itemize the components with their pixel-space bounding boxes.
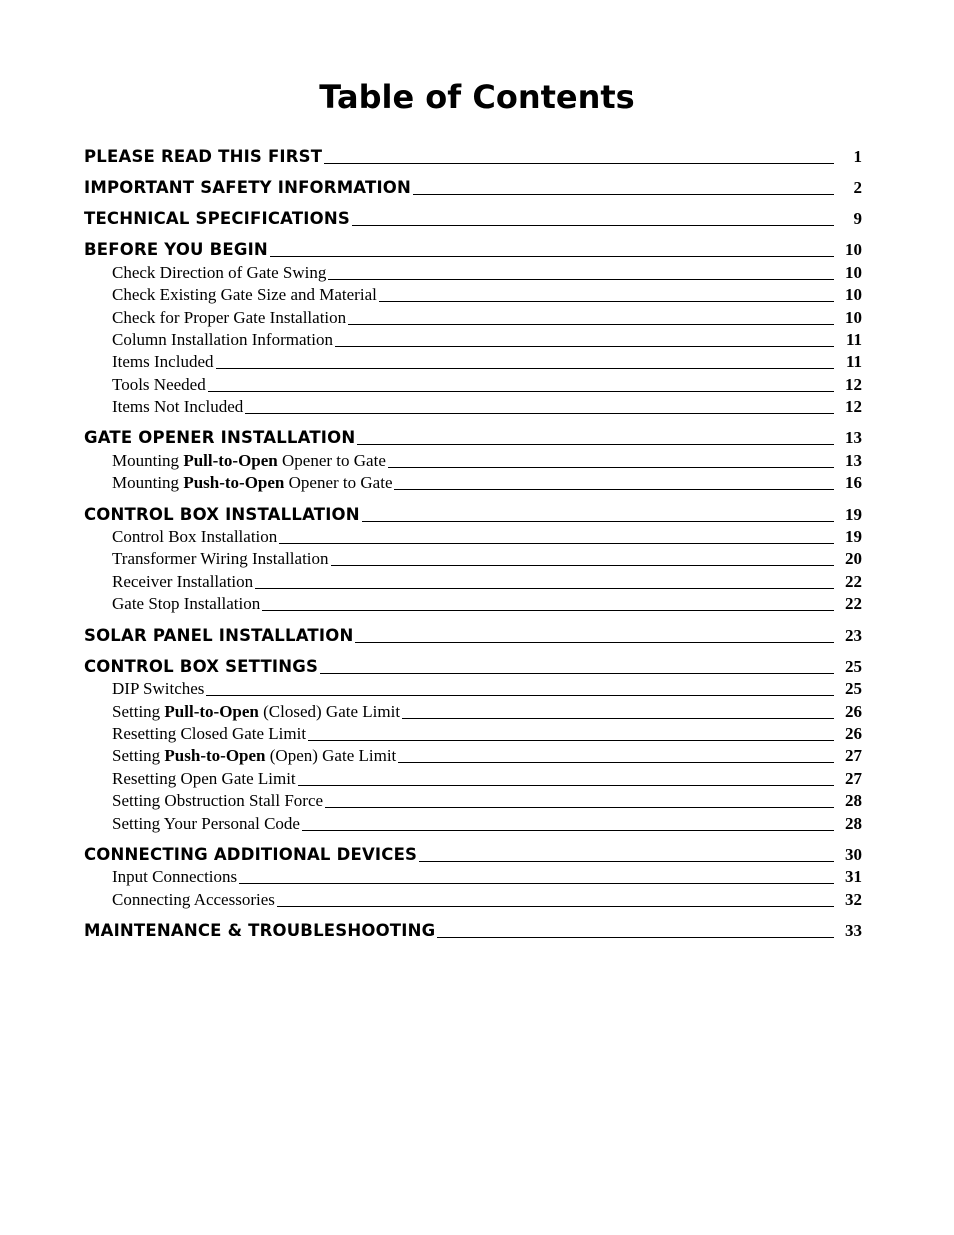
toc-subentry[interactable] [84, 330, 862, 350]
toc-page-number: 32 [845, 890, 862, 909]
toc-page-number: 10 [845, 285, 862, 304]
toc-subentry[interactable] [84, 814, 862, 834]
toc-page-number: 22 [845, 572, 862, 591]
toc-section-entry[interactable] [84, 845, 862, 865]
toc-page-number: 22 [845, 594, 862, 613]
toc-entry-label: CONTROL BOX INSTALLATION [84, 505, 360, 524]
toc-page-number: 20 [845, 549, 862, 568]
toc-page-number: 1 [853, 147, 862, 166]
toc-subentry[interactable] [84, 285, 862, 305]
toc-page-number: 28 [845, 791, 862, 810]
toc-page-number: 27 [845, 769, 862, 788]
toc-page-number: 10 [845, 240, 862, 259]
toc-subentry[interactable] [84, 572, 862, 592]
toc-entry-label: Control Box Installation [112, 527, 278, 546]
toc-entry-label: TECHNICAL SPECIFICATIONS [84, 209, 350, 228]
toc-section-entry[interactable] [84, 626, 862, 646]
toc-leader-line [270, 256, 834, 257]
toc-leader-line [388, 467, 834, 468]
toc-leader-line [348, 324, 834, 325]
toc-leader-line [298, 785, 834, 786]
toc-leader-line [255, 588, 834, 589]
toc-page-number: 26 [845, 724, 862, 743]
toc-entry-label: CONTROL BOX SETTINGS [84, 657, 319, 676]
toc-entry-label: IMPORTANT SAFETY INFORMATION [84, 178, 412, 197]
toc-subentry[interactable] [84, 397, 862, 417]
toc-subentry[interactable] [84, 527, 862, 547]
toc-subentry[interactable] [84, 702, 862, 722]
toc-leader-line [357, 444, 834, 445]
toc-entry-label: Check for Proper Gate Installation [112, 308, 347, 327]
toc-section-entry[interactable] [84, 428, 862, 448]
toc-page-number: 2 [853, 178, 862, 197]
toc-page-number: 11 [845, 330, 862, 349]
toc-page-number: 10 [845, 263, 862, 282]
toc-subentry[interactable] [84, 890, 862, 910]
toc-page-number: 9 [853, 209, 862, 228]
toc-subentry[interactable] [84, 746, 862, 766]
toc-leader-line [355, 642, 834, 643]
toc-entry-label: Mounting Pull-to-Open Opener to Gate [112, 451, 386, 470]
toc-leader-line [419, 861, 834, 862]
toc-page-number: 28 [845, 814, 862, 833]
toc-leader-line [279, 543, 834, 544]
toc-section-entry[interactable] [84, 209, 862, 229]
toc-entry-label: CONNECTING ADDITIONAL DEVICES [84, 845, 418, 864]
toc-section-entry[interactable] [84, 240, 862, 260]
toc-leader-line [208, 391, 834, 392]
toc-page-number: 11 [845, 352, 862, 371]
toc-leader-line [325, 807, 834, 808]
toc-section-entry[interactable] [84, 147, 862, 167]
toc-entry-label: SOLAR PANEL INSTALLATION [84, 626, 354, 645]
toc-entry-label: Setting Pull-to-Open (Closed) Gate Limit [112, 702, 401, 721]
toc-leader-line [245, 413, 834, 414]
toc-page-number: 25 [845, 679, 862, 698]
toc-leader-line [277, 906, 834, 907]
toc-entry-label: Setting Obstruction Stall Force [112, 791, 324, 810]
toc-leader-line [216, 368, 835, 369]
toc-leader-line [413, 194, 834, 195]
toc-subentry[interactable] [84, 263, 862, 283]
toc-page-number: 27 [845, 746, 862, 765]
toc-entry-label: Connecting Accessories [112, 890, 275, 909]
toc-page-number: 23 [845, 626, 862, 645]
toc-subentry[interactable] [84, 473, 862, 493]
toc-page-number: 12 [845, 375, 862, 394]
toc-leader-line [335, 346, 834, 347]
toc-subentry[interactable] [84, 724, 862, 744]
toc-subentry[interactable] [84, 308, 862, 328]
toc-entry-label: Items Included [112, 352, 214, 371]
toc-section-entry[interactable] [84, 657, 862, 677]
toc-leader-line [362, 521, 834, 522]
toc-entry-label: DIP Switches [112, 679, 205, 698]
toc-entry-label: PLEASE READ THIS FIRST [84, 147, 323, 166]
toc-subentry[interactable] [84, 679, 862, 699]
toc-entry-label: GATE OPENER INSTALLATION [84, 428, 356, 447]
toc-page-number: 31 [845, 867, 862, 886]
toc-entry-label: Column Installation Information [112, 330, 333, 349]
toc-page-number: 10 [845, 308, 862, 327]
toc-page-number: 12 [845, 397, 862, 416]
toc-entry-label: Check Existing Gate Size and Material [112, 285, 377, 304]
toc-leader-line [437, 937, 834, 938]
toc-page-number: 26 [845, 702, 862, 721]
toc-subentry[interactable] [84, 594, 862, 614]
toc-leader-line [331, 565, 834, 566]
toc-section-entry[interactable] [84, 921, 862, 941]
toc-leader-line [398, 762, 834, 763]
toc-page-number: 30 [845, 845, 862, 864]
toc-subentry[interactable] [84, 769, 862, 789]
toc-subentry[interactable] [84, 352, 862, 372]
page-title: Table of Contents [319, 78, 635, 116]
toc-entry-label: Receiver Installation [112, 572, 254, 591]
toc-entry-label: Setting Your Personal Code [112, 814, 300, 833]
toc-leader-line [402, 718, 834, 719]
toc-entry-label: Mounting Push-to-Open Opener to Gate [112, 473, 393, 492]
toc-page-number: 33 [845, 921, 862, 940]
toc-subentry[interactable] [84, 451, 862, 471]
toc-entry-label: MAINTENANCE & TROUBLESHOOTING [84, 921, 436, 940]
toc-entry-label: Resetting Closed Gate Limit [112, 724, 307, 743]
toc-entry-label: Items Not Included [112, 397, 244, 416]
toc-entry-label: Transformer Wiring Installation [112, 549, 329, 568]
toc-leader-line [302, 830, 834, 831]
toc-subentry[interactable] [84, 549, 862, 569]
toc-subentry[interactable] [84, 375, 862, 395]
toc-entry-label: Tools Needed [112, 375, 206, 394]
toc-leader-line [352, 225, 834, 226]
toc-entry-label: Resetting Open Gate Limit [112, 769, 296, 788]
toc-subentry[interactable] [84, 867, 862, 887]
toc-leader-line [239, 883, 834, 884]
toc-leader-line [379, 301, 834, 302]
toc-entry-label: Check Direction of Gate Swing [112, 263, 327, 282]
toc-page-number: 19 [845, 505, 862, 524]
toc-entry-label: Input Connections [112, 867, 238, 886]
toc-leader-line [324, 163, 834, 164]
toc-page-number: 13 [845, 451, 862, 470]
toc-page-number: 16 [845, 473, 862, 492]
toc-subentry[interactable] [84, 791, 862, 811]
toc-leader-line [206, 695, 834, 696]
toc-leader-line [308, 740, 834, 741]
toc-section-entry[interactable] [84, 505, 862, 525]
toc-leader-line [320, 673, 834, 674]
toc-page-number: 13 [845, 428, 862, 447]
toc-leader-line [262, 610, 834, 611]
toc-entry-label: Setting Push-to-Open (Open) Gate Limit [112, 746, 397, 765]
toc-leader-line [394, 489, 834, 490]
toc-entry-label: Gate Stop Installation [112, 594, 261, 613]
toc-section-entry[interactable] [84, 178, 862, 198]
toc-leader-line [328, 279, 834, 280]
toc-page-number: 19 [845, 527, 862, 546]
toc-page-number: 25 [845, 657, 862, 676]
toc-entry-label: BEFORE YOU BEGIN [84, 240, 268, 259]
